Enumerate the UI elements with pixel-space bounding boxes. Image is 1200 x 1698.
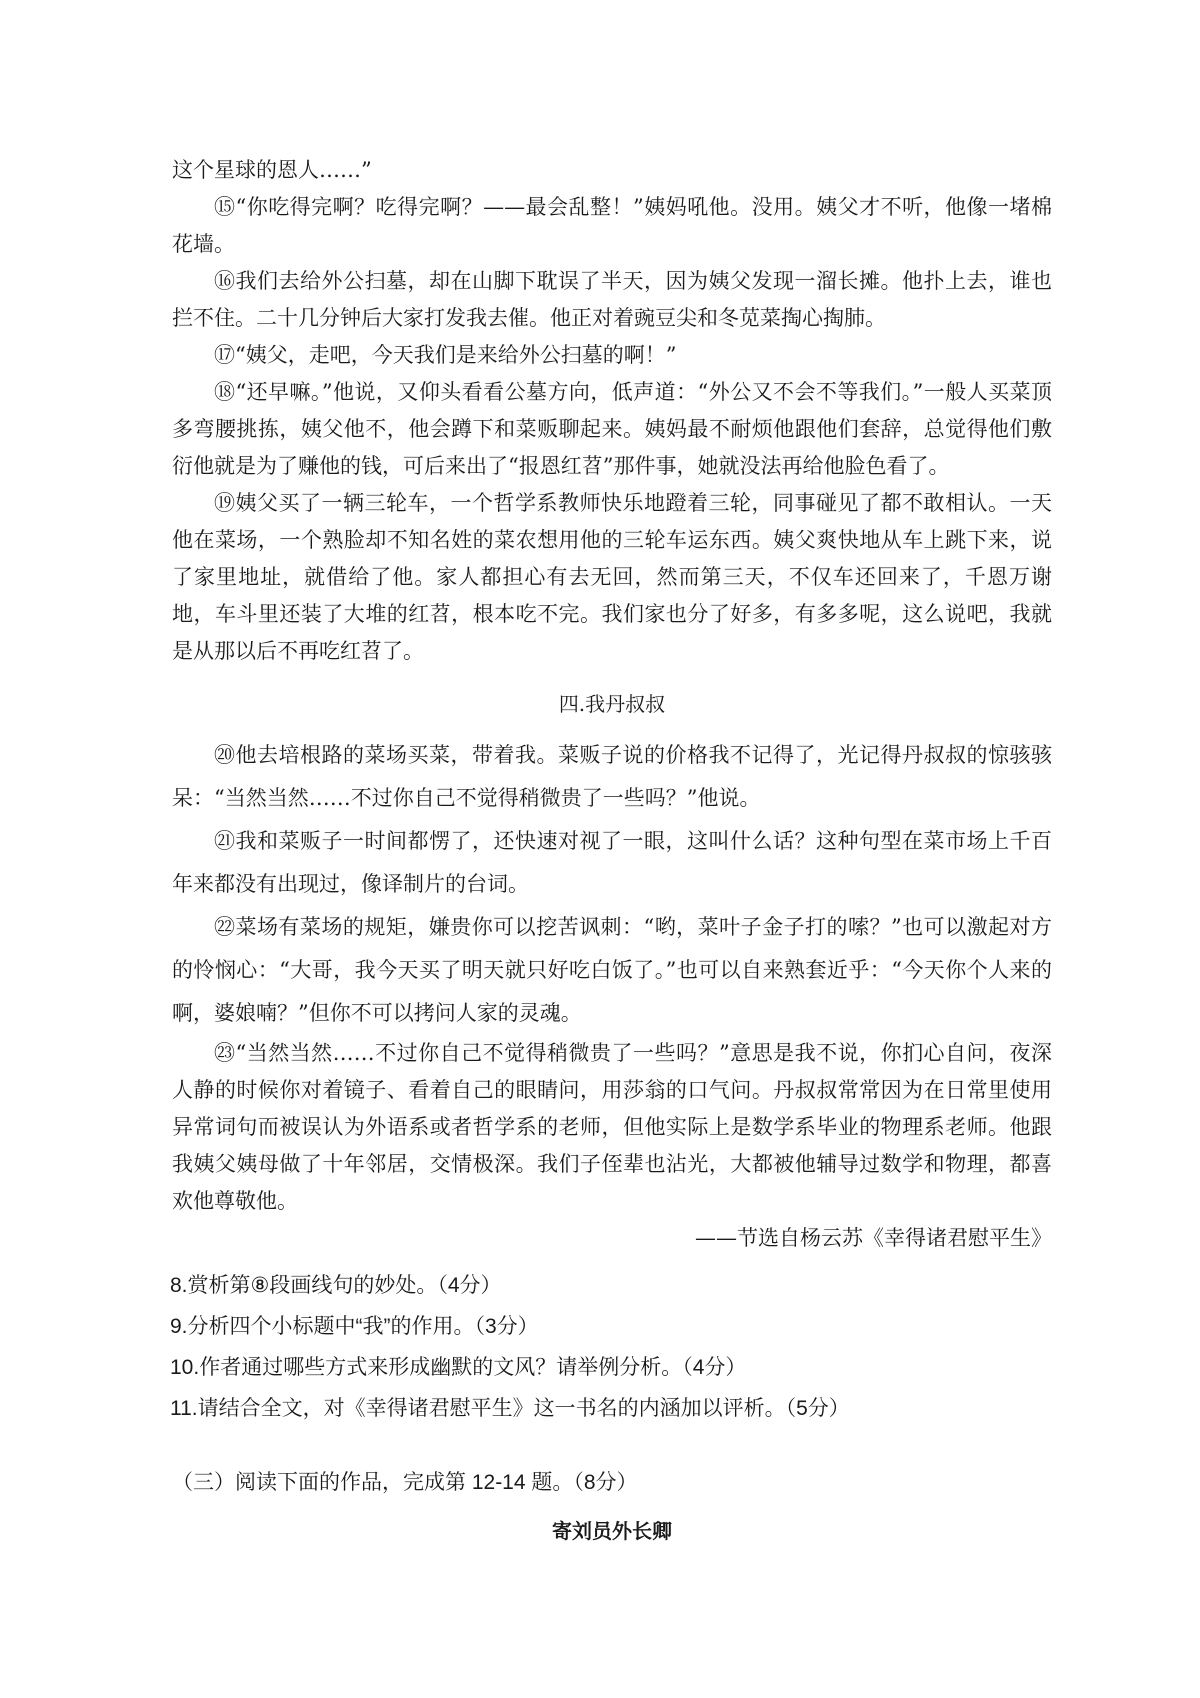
- paragraph-15: ⑮“你吃得完啊？吃得完啊？——最会乱整！”姨妈吼他。没用。姨父才不听，他像一堵棉花墙。: [172, 195, 1052, 256]
- reading-passage: [172, 152, 1052, 1551]
- passage-continuation: 这个星球的恩人……”: [172, 158, 372, 182]
- paragraph-16: ⑯我们去给外公扫墓，却在山脚下耽误了半天，因为姨父发现一溜长摊。他扑上去，谁也拦不住。二十几分钟后大家打发我去催。他正对着豌豆尖和冬苋菜掏心掏肺。: [172, 269, 1052, 330]
- paragraph-18: ⑱“还早嘛。”他说，又仰头看看公墓方向，低声道：“外公又不会不等我们。”一般人买菜顶多弯腰挑拣，姨父他不，他会蹲下和菜贩聊起来。姨妈最不耐烦他跟他们套辞，总觉得他们敷衍他就是为了赚他的钱，可后来出了“报恩红苕”那件事，她就没法再给他脸色看了。: [172, 380, 1052, 478]
- paragraph-21: ㉑我和菜贩子一时间都愣了，还快速对视了一眼，这叫什么话？这种句型在菜市场上千百年来都没有出现过，像译制片的台词。: [172, 829, 1052, 896]
- question-list: [170, 1265, 1052, 1429]
- section-3-instruction: （三）阅读下面的作品，完成第 12-14 题。（8分）: [172, 1471, 638, 1494]
- question-10: 10.作者通过哪些方式来形成幽默的文风？请举例分析。（4分）: [170, 1356, 747, 1379]
- paragraph-19: ⑲姨父买了一辆三轮车，一个哲学系教师快乐地蹬着三轮，同事碰见了都不敢相认。一天他在菜场，一个熟脸却不知名姓的菜农想用他的三轮车运东西。姨父爽快地从车上跳下来，说了家里地址，就借给了他。家人都担心有去无回，然而第三天，不仅车还回来了，千恩万谢地，车斗里还装了大堆的红苕，根本吃不完。我们家也分了好多，有多多呢，这么说吧，我就是从那以后不再吃红苕了。: [172, 491, 1052, 663]
- paragraph-23: ㉓“当然当然……不过你自己不觉得稍微贵了一些吗？”意思是我不说，你扪心自问，夜深人静的时候你对着镜子、看着自己的眼睛问，用莎翁的口气问。丹叔叔常常因为在日常里使用异常词句而被误认为外语系或者哲学系的老师，但他实际上是数学系毕业的物理系老师。他跟我姨父姨母做了十年邻居，交情极深。我们子侄辈也沾光，大都被他辅导过数学和物理，都喜欢他尊敬他。: [172, 1041, 1052, 1213]
- question-9: 9.分析四个小标题中“我”的作用。（3分）: [170, 1315, 539, 1338]
- paragraph-20: ⑳他去培根路的菜场买菜，带着我。菜贩子说的价格我不记得了，光记得丹叔叔的惊骇骇呆：“当然当然……不过你自己不觉得稍微贵了一些吗？”他说。: [172, 743, 1052, 810]
- subtitle-heading-4: 四.我丹叔叔: [558, 692, 666, 716]
- paragraph-22: ㉒菜场有菜场的规矩，嫌贵你可以挖苦讽刺：“哟，菜叶子金子打的嗦？”也可以激起对方的怜悯心：“大哥，我今天买了明天就只好吃白饭了。”也可以自来熟套近乎：“今天你个人来的啊，婆娘喃？”但你不可以拷问人家的灵魂。: [172, 915, 1052, 1025]
- question-11: 11.请结合全文，对《幸得诸君慰平生》这一书名的内涵加以评析。（5分）: [170, 1397, 850, 1420]
- paragraph-17: ⑰“姨父，走吧，今天我们是来给外公扫墓的啊！”: [214, 343, 677, 367]
- poem-title: 寄刘员外长卿: [552, 1519, 672, 1543]
- source-citation: ——节选自杨云苏《幸得诸君慰平生》: [695, 1226, 1052, 1250]
- question-8: 8.赏析第⑧段画线句的妙处。（4分）: [170, 1274, 502, 1297]
